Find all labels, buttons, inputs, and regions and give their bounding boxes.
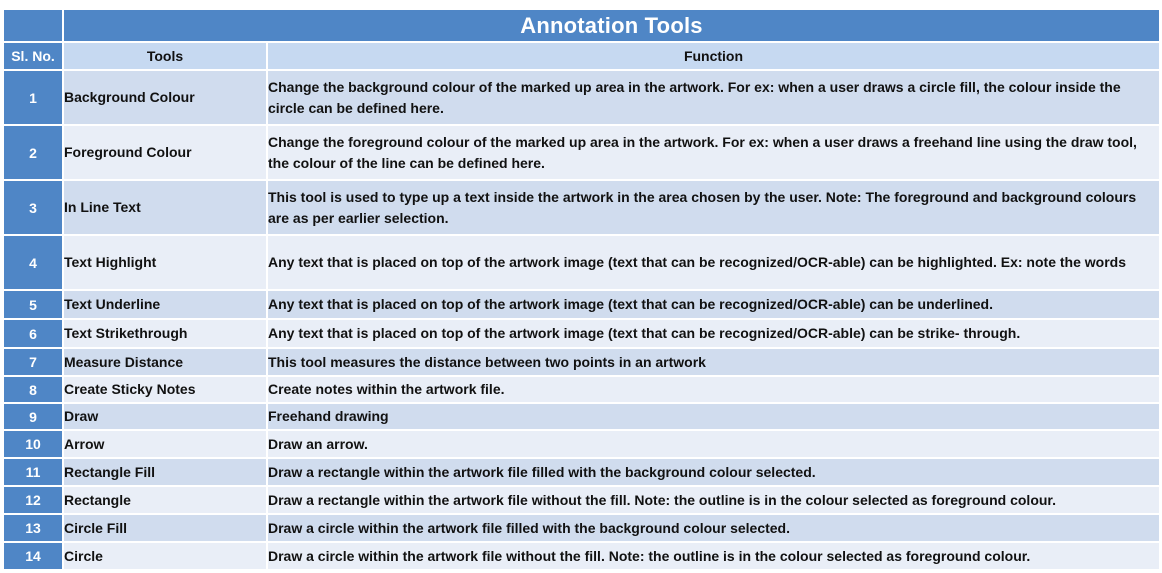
tool-name: Arrow <box>63 430 267 458</box>
row-number: 10 <box>3 430 63 458</box>
tool-name: Rectangle <box>63 486 267 514</box>
row-number: 2 <box>3 125 63 180</box>
row-number: 3 <box>3 180 63 235</box>
row-number: 4 <box>3 235 63 290</box>
tool-name: Create Sticky Notes <box>63 376 267 403</box>
table-row <box>3 403 1160 430</box>
tool-name: Text Strikethrough <box>63 319 267 348</box>
table-row <box>3 486 1160 514</box>
row-number: 14 <box>3 542 63 570</box>
header-sl-no: Sl. No. <box>3 42 63 70</box>
row-number: 11 <box>3 458 63 486</box>
tool-function: Draw a rectangle within the artwork file filled with the background colour selected. <box>267 458 1160 486</box>
tool-function: Draw a circle within the artwork file filled with the background colour selected. <box>267 514 1160 542</box>
row-number: 7 <box>3 348 63 376</box>
row-number: 12 <box>3 486 63 514</box>
row-number: 1 <box>3 70 63 125</box>
row-number: 6 <box>3 319 63 348</box>
table-row <box>3 70 1160 125</box>
table-row <box>3 319 1160 348</box>
tool-name: Rectangle Fill <box>63 458 267 486</box>
header-function: Function <box>267 42 1160 70</box>
row-number: 9 <box>3 403 63 430</box>
tool-function: Freehand drawing <box>267 403 1160 430</box>
annotation-tools-table <box>2 8 1161 571</box>
table-row <box>3 235 1160 290</box>
tool-name: Foreground Colour <box>63 125 267 180</box>
table-title: Annotation Tools <box>63 9 1160 42</box>
tool-name: In Line Text <box>63 180 267 235</box>
table-row <box>3 458 1160 486</box>
tool-function: Change the foreground colour of the marked up area in the artwork. For ex: when a user draws a freehand line using the draw tool, the colour of the line can be defined here. <box>267 125 1160 180</box>
tool-function: Draw a rectangle within the artwork file without the fill. Note: the outline is in the colour selected as foreground colour. <box>267 486 1160 514</box>
table-row <box>3 290 1160 319</box>
tool-name: Circle <box>63 542 267 570</box>
tool-name: Background Colour <box>63 70 267 125</box>
header-tools: Tools <box>63 42 267 70</box>
row-number: 13 <box>3 514 63 542</box>
tool-name: Measure Distance <box>63 348 267 376</box>
tool-name: Draw <box>63 403 267 430</box>
tool-function: Draw an arrow. <box>267 430 1160 458</box>
tool-name: Text Highlight <box>63 235 267 290</box>
tool-function: Change the background colour of the marked up area in the artwork. For ex: when a user draws a circle fill, the colour inside the circle can be defined here. <box>267 70 1160 125</box>
row-number: 8 <box>3 376 63 403</box>
tool-function: Draw a circle within the artwork file without the fill. Note: the outline is in the colour selected as foreground colour. <box>267 542 1160 570</box>
table-row <box>3 430 1160 458</box>
tool-name: Circle Fill <box>63 514 267 542</box>
row-number: 5 <box>3 290 63 319</box>
table-row <box>3 125 1160 180</box>
tool-function: This tool measures the distance between two points in an artwork <box>267 348 1160 376</box>
tool-function: Create notes within the artwork file. <box>267 376 1160 403</box>
table-row <box>3 376 1160 403</box>
tool-function: This tool is used to type up a text inside the artwork in the area chosen by the user. Note: The foreground and background colours are as per earlier selection. <box>267 180 1160 235</box>
tool-function: Any text that is placed on top of the artwork image (text that can be recognized/OCR-able) can be strike- through. <box>267 319 1160 348</box>
tool-name: Text Underline <box>63 290 267 319</box>
table-row <box>3 348 1160 376</box>
tool-function: Any text that is placed on top of the artwork image (text that can be recognized/OCR-able) can be highlighted. Ex: note the words <box>267 235 1160 290</box>
table-row <box>3 180 1160 235</box>
title-corner <box>3 9 63 42</box>
tool-function: Any text that is placed on top of the artwork image (text that can be recognized/OCR-able) can be underlined. <box>267 290 1160 319</box>
table-row <box>3 542 1160 570</box>
table-row <box>3 514 1160 542</box>
